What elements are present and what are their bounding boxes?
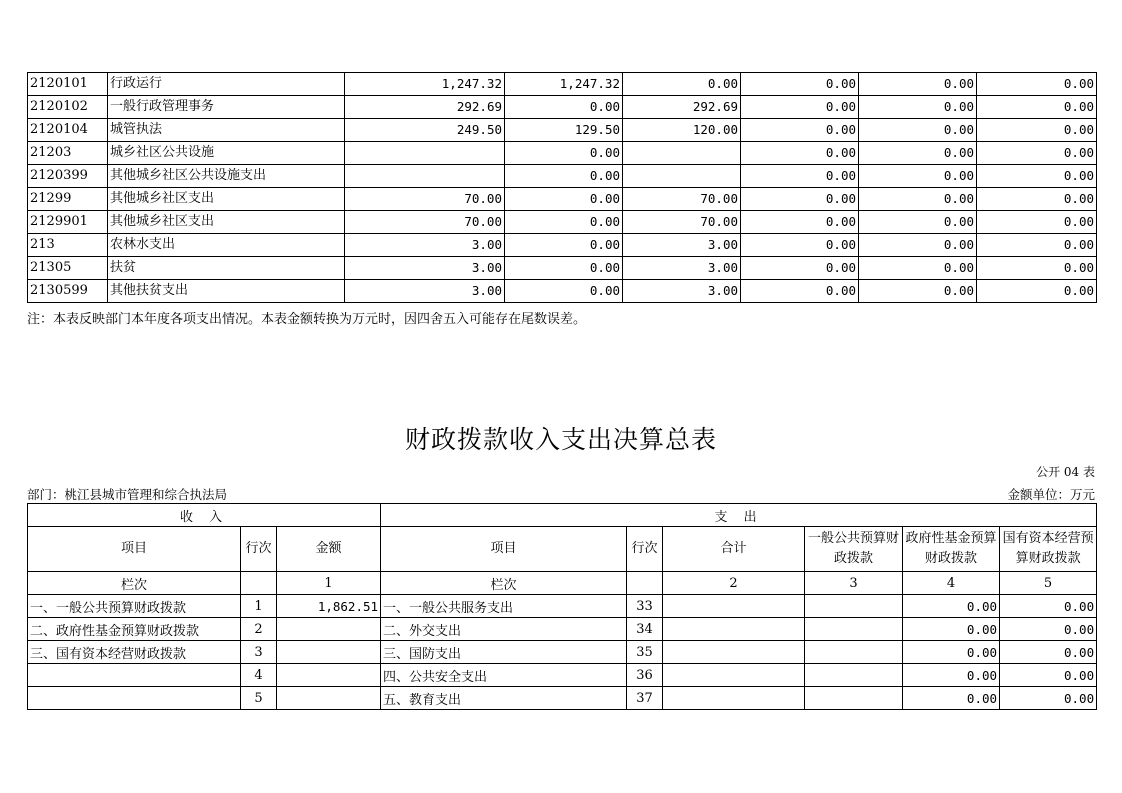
col-general-header: 一般公共预算财政拨款 (805, 527, 903, 572)
amount-cell: 0.00 (741, 142, 859, 165)
table-note: 注：本表反映部门本年度各项支出情况。本表金额转换为万元时，因四舍五入可能存在尾数误差。 (27, 312, 587, 327)
amount-cell: 1,247.32 (505, 73, 623, 96)
amount-cell: 0.00 (859, 211, 977, 234)
amount-cell: 0.00 (977, 96, 1097, 119)
expense-total (663, 618, 805, 641)
col-fund-header: 政府性基金预算财政拨款 (903, 527, 1000, 572)
expense-general-budget (805, 687, 903, 710)
col-index-label-2: 栏次 (381, 572, 627, 595)
amount-cell: 0.00 (977, 257, 1097, 280)
expense-state-capital: 0.00 (1000, 618, 1097, 641)
account-name: 其他城乡社区支出 (108, 211, 345, 234)
income-header: 收 入 (28, 504, 381, 527)
expense-general-budget (805, 641, 903, 664)
amount-cell: 70.00 (345, 188, 505, 211)
amount-cell: 0.00 (977, 73, 1097, 96)
col-row-header: 行次 (241, 527, 277, 572)
table-row (28, 234, 1097, 257)
expense-row-number: 37 (627, 687, 663, 710)
col-total-header: 合计 (663, 527, 805, 572)
expense-government-fund: 0.00 (903, 595, 1000, 618)
account-code: 2120399 (28, 165, 108, 188)
amount-cell: 0.00 (859, 280, 977, 303)
col-index-empty-2 (627, 572, 663, 595)
expense-government-fund: 0.00 (903, 641, 1000, 664)
account-code: 2129901 (28, 211, 108, 234)
income-item: 二、政府性基金预算财政拨款 (28, 618, 241, 641)
income-amount: 1,862.51 (277, 595, 381, 618)
amount-cell: 0.00 (505, 165, 623, 188)
income-amount (277, 687, 381, 710)
table-row (28, 664, 1097, 687)
account-name: 其他扶贫支出 (108, 280, 345, 303)
amount-cell: 70.00 (623, 211, 741, 234)
amount-cell: 0.00 (741, 165, 859, 188)
income-row-number: 5 (241, 687, 277, 710)
table-row (28, 687, 1097, 710)
expense-state-capital: 0.00 (1000, 664, 1097, 687)
amount-cell: 0.00 (741, 188, 859, 211)
expense-general-budget (805, 595, 903, 618)
form-code: 公开 04 表 (1036, 465, 1095, 479)
account-name: 一般行政管理事务 (108, 96, 345, 119)
income-item: 一、一般公共预算财政拨款 (28, 595, 241, 618)
table-row (28, 211, 1097, 234)
expense-row-number: 35 (627, 641, 663, 664)
amount-cell: 3.00 (623, 257, 741, 280)
amount-cell: 0.00 (977, 280, 1097, 303)
income-amount (277, 664, 381, 687)
income-row-number: 2 (241, 618, 277, 641)
amount-cell: 0.00 (741, 211, 859, 234)
table-row (28, 188, 1097, 211)
col-row2-header: 行次 (627, 527, 663, 572)
amount-cell: 0.00 (505, 257, 623, 280)
expense-item: 五、教育支出 (381, 687, 627, 710)
table-row (28, 280, 1097, 303)
expense-item: 二、外交支出 (381, 618, 627, 641)
col-index-5: 5 (1000, 572, 1097, 595)
income-row-number: 1 (241, 595, 277, 618)
amount-cell: 0.00 (505, 234, 623, 257)
amount-cell: 70.00 (623, 188, 741, 211)
amount-cell: 0.00 (859, 188, 977, 211)
col-state-header: 国有资本经营预算财政拨款 (1000, 527, 1097, 572)
amount-cell (345, 142, 505, 165)
unit-label: 金额单位：万元 (1007, 487, 1095, 502)
amount-cell (345, 165, 505, 188)
amount-cell (623, 142, 741, 165)
amount-cell: 1,247.32 (345, 73, 505, 96)
expense-government-fund: 0.00 (903, 687, 1000, 710)
expense-item: 一、一般公共服务支出 (381, 595, 627, 618)
amount-cell: 0.00 (977, 211, 1097, 234)
expense-state-capital: 0.00 (1000, 641, 1097, 664)
col-index-1: 1 (277, 572, 381, 595)
account-code: 2120104 (28, 119, 108, 142)
amount-cell: 0.00 (505, 280, 623, 303)
amount-cell: 292.69 (345, 96, 505, 119)
account-name: 行政运行 (108, 73, 345, 96)
expense-total (663, 641, 805, 664)
table-row (28, 595, 1097, 618)
amount-cell: 0.00 (741, 280, 859, 303)
amount-cell: 0.00 (977, 142, 1097, 165)
page-title: 财政拨款收入支出决算总表 (404, 425, 717, 454)
table-row (28, 641, 1097, 664)
amount-cell: 0.00 (741, 257, 859, 280)
amount-cell: 0.00 (741, 96, 859, 119)
account-code: 21203 (28, 142, 108, 165)
expense-item: 三、国防支出 (381, 641, 627, 664)
amount-cell: 3.00 (345, 234, 505, 257)
expense-header: 支 出 (381, 504, 1097, 527)
income-amount (277, 641, 381, 664)
amount-cell: 70.00 (345, 211, 505, 234)
expense-row-number: 36 (627, 664, 663, 687)
amount-cell: 3.00 (345, 257, 505, 280)
amount-cell: 0.00 (977, 165, 1097, 188)
table-row (28, 165, 1097, 188)
account-code: 2120101 (28, 73, 108, 96)
account-name: 农林水支出 (108, 234, 345, 257)
summary-table (27, 503, 1097, 710)
expense-row-number: 34 (627, 618, 663, 641)
amount-cell (623, 165, 741, 188)
amount-cell: 129.50 (505, 119, 623, 142)
account-name: 城管执法 (108, 119, 345, 142)
amount-cell: 0.00 (977, 234, 1097, 257)
amount-cell: 0.00 (859, 165, 977, 188)
table-row (28, 119, 1097, 142)
amount-cell: 0.00 (859, 257, 977, 280)
col-index-3: 3 (805, 572, 903, 595)
expense-state-capital: 0.00 (1000, 595, 1097, 618)
account-name: 扶贫 (108, 257, 345, 280)
expense-general-budget (805, 664, 903, 687)
amount-cell: 0.00 (859, 142, 977, 165)
col-index-label: 栏次 (28, 572, 241, 595)
col-item-header: 项目 (28, 527, 241, 572)
col-index-2: 2 (663, 572, 805, 595)
amount-cell: 0.00 (741, 73, 859, 96)
amount-cell: 0.00 (859, 73, 977, 96)
amount-cell: 3.00 (623, 280, 741, 303)
expense-total (663, 687, 805, 710)
col-index-empty (241, 572, 277, 595)
table-row (28, 96, 1097, 119)
col-amount-header: 金额 (277, 527, 381, 572)
account-code: 2120102 (28, 96, 108, 119)
income-item: 三、国有资本经营财政拨款 (28, 641, 241, 664)
amount-cell: 0.00 (859, 119, 977, 142)
account-code: 21299 (28, 188, 108, 211)
account-code: 2130599 (28, 280, 108, 303)
expense-row-number: 33 (627, 595, 663, 618)
amount-cell: 0.00 (505, 188, 623, 211)
amount-cell: 249.50 (345, 119, 505, 142)
col-index-4: 4 (903, 572, 1000, 595)
amount-cell: 0.00 (859, 234, 977, 257)
amount-cell: 292.69 (623, 96, 741, 119)
department-label: 部门：桃江县城市管理和综合执法局 (27, 487, 228, 502)
amount-cell: 3.00 (345, 280, 505, 303)
expense-government-fund: 0.00 (903, 664, 1000, 687)
expense-total (663, 664, 805, 687)
income-amount (277, 618, 381, 641)
income-item (28, 687, 241, 710)
expense-state-capital: 0.00 (1000, 687, 1097, 710)
amount-cell: 0.00 (505, 142, 623, 165)
amount-cell: 120.00 (623, 119, 741, 142)
amount-cell: 0.00 (505, 211, 623, 234)
amount-cell: 0.00 (977, 119, 1097, 142)
income-row-number: 4 (241, 664, 277, 687)
col-item2-header: 项目 (381, 527, 627, 572)
table-row (28, 142, 1097, 165)
account-name: 城乡社区公共设施 (108, 142, 345, 165)
expense-general-budget (805, 618, 903, 641)
expense-government-fund: 0.00 (903, 618, 1000, 641)
amount-cell: 0.00 (741, 234, 859, 257)
amount-cell: 0.00 (859, 96, 977, 119)
table-row (28, 257, 1097, 280)
account-name: 其他城乡社区公共设施支出 (108, 165, 345, 188)
expense-total (663, 595, 805, 618)
account-name: 其他城乡社区支出 (108, 188, 345, 211)
expense-item: 四、公共安全支出 (381, 664, 627, 687)
amount-cell: 3.00 (623, 234, 741, 257)
table-row (28, 618, 1097, 641)
table-row (28, 73, 1097, 96)
amount-cell: 0.00 (977, 188, 1097, 211)
income-item (28, 664, 241, 687)
expenditure-detail-table (27, 72, 1097, 303)
account-code: 21305 (28, 257, 108, 280)
amount-cell: 0.00 (505, 96, 623, 119)
amount-cell: 0.00 (623, 73, 741, 96)
account-code: 213 (28, 234, 108, 257)
income-row-number: 3 (241, 641, 277, 664)
amount-cell: 0.00 (741, 119, 859, 142)
